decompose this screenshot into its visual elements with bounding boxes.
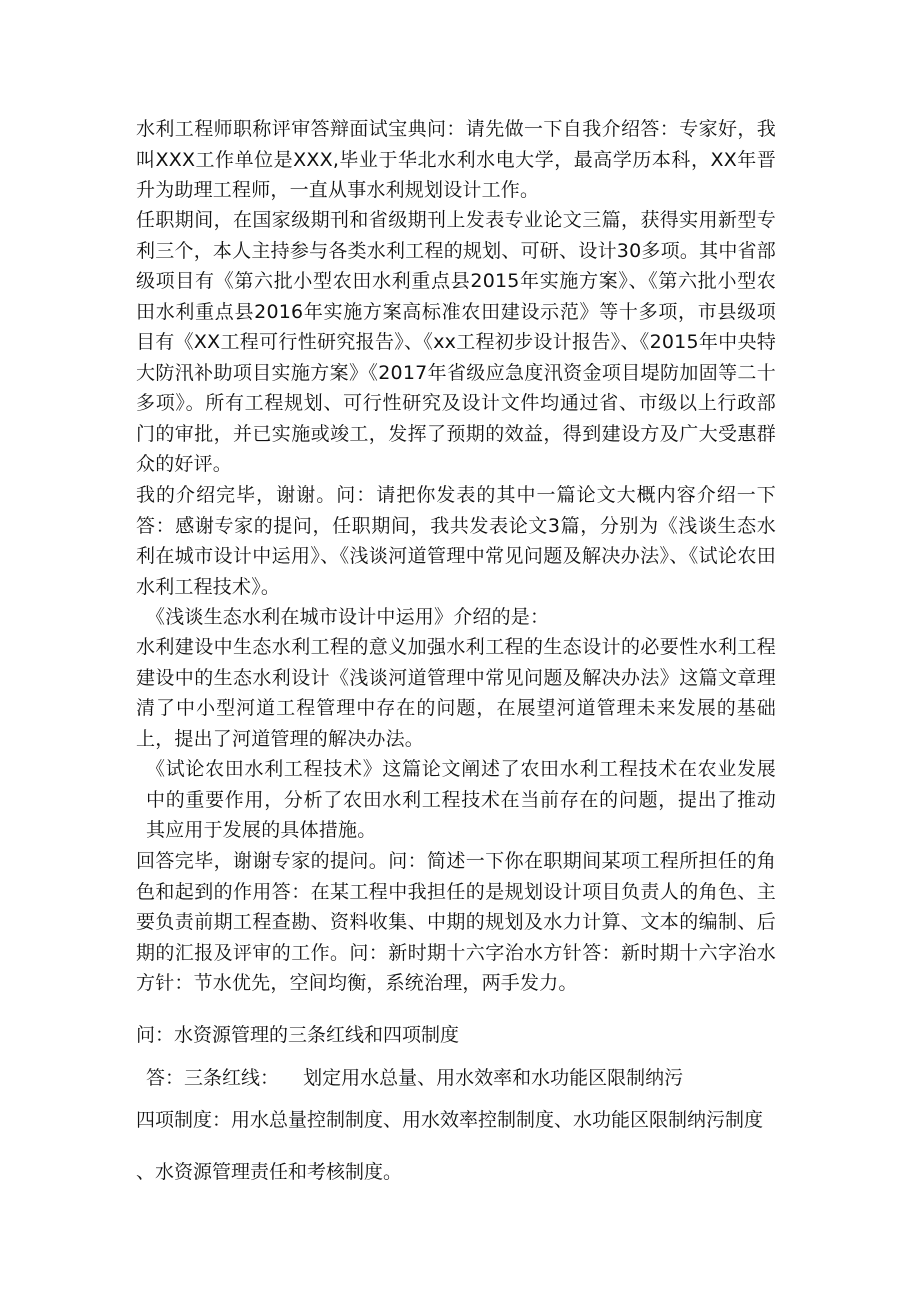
answer-red-lines: 答：三条红线： 划定用水总量、用水效率和水功能区限制纳污 — [146, 1067, 684, 1089]
question-water-resources: 问：水资源管理的三条红线和四项制度 — [136, 1024, 460, 1046]
paragraph-role: 回答完毕，谢谢专家的提问。问：简述一下你在职期间某项工程所担任的角色和起到的作用答：在某工程中我担任的是规划设计项目负责人的角色、主要负责前期工程查勘、资料收集、中期的规划及水力计算、文本的编制、后期的汇报及评审的工作。问：新时期十六字治水方针答：新时期十六字治水方针：节水优先，空间均衡，系统治理，两手发力。 — [136, 850, 776, 994]
paragraph-paper3-summary: 《试论农田水利工程技术》这篇论文阐述了农田水利工程技术在农业发展中的重要作用，分析了农田水利工程技术在当前存在的问题，提出了推动其应用于发展的具体措施。 — [146, 758, 776, 841]
paragraph-papers: 我的介绍完毕，谢谢。问：请把你发表的其中一篇论文大概内容介绍一下答：感谢专家的提问，任职期间，我共发表论文3篇，分别为《浅谈生态水利在城市设计中运用》、《浅谈河道管理中常见问题及解决办法》、《试论农田水利工程技术》。 — [136, 484, 776, 598]
paragraph-paper1-summary: 水利建设中生态水利工程的意义加强水利工程的生态设计的必要性水利工程建设中的生态水利设计《浅谈河道管理中常见问题及解决办法》这篇文章理清了中小型河道工程管理中存在的问题，在展望河道管理未来发展的基础上，提出了河道管理的解决办法。 — [136, 636, 776, 750]
answer-four-systems: 四项制度：用水总量控制制度、用水效率控制制度、水功能区限制纳污制度 — [136, 1109, 764, 1131]
paragraph-paper1-title: 《浅谈生态水利在城市设计中运用》介绍的是： — [146, 606, 550, 628]
answer-four-systems-continued: 、水资源管理责任和考核制度。 — [136, 1161, 403, 1183]
paragraph-tenure: 任职期间，在国家级期刊和省级期刊上发表专业论文三篇，获得实用新型专利三个，本人主持参与各类水利工程的规划、可研、设计30多项。其中省部级项目有《第六批小型农田水利重点县2015年实施方案》、《第六批小型农田水利重点县2016年实施方案高标准农田建设示范》等十多项，市县级项目有《XX工程可行性研究报告》、《xx工程初步设计报告》、《2015年中央特大防汛补助项目实施方案》《2017年省级应急度汛资金项目堤防加固等二十多项》。所有工程规划、可行性研究及设计文件均通过省、市级以上行政部门的审批，并已实施或竣工，发挥了预期的效益，得到建设方及广大受惠群众的好评。 — [136, 209, 776, 475]
paragraph-intro: 水利工程师职称评审答辩面试宝典问：请先做一下自我介绍答：专家好，我叫XXX工作单位是XXX,毕业于华北水利水电大学，最高学历本科，XX年晋升为助理工程师，一直从事水利规划设计工作。 — [136, 118, 776, 201]
